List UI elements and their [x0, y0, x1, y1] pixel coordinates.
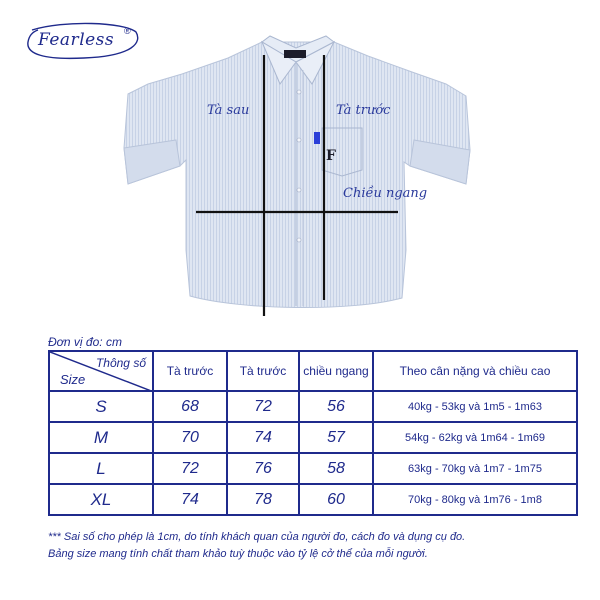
table-row	[49, 422, 577, 453]
chest-width-value: 56	[299, 391, 373, 422]
size-value: XL	[49, 484, 153, 515]
table-corner-cell	[49, 351, 153, 391]
weight-height-range: 63kg - 70kg và 1m7 - 1m75	[373, 453, 577, 484]
chest-width-value: 60	[299, 484, 373, 515]
table-row	[49, 391, 577, 422]
brand-name: Fearless	[38, 30, 115, 50]
back-length-value: 76	[227, 453, 299, 484]
weight-height-range: 70kg - 80kg và 1m76 - 1m8	[373, 484, 577, 515]
size-chart-table	[48, 350, 578, 516]
size-value: M	[49, 422, 153, 453]
brand-registered-mark: ®	[124, 26, 131, 36]
column-header-weight-height: Theo cân nặng và chiều cao	[373, 351, 577, 391]
svg-text:F: F	[326, 148, 336, 164]
weight-height-range: 54kg - 62kg và 1m64 - 1m69	[373, 422, 577, 453]
table-header-row	[49, 351, 577, 391]
corner-header-spec: Thông số	[95, 356, 146, 370]
front-length-label: Tà trước	[336, 103, 391, 118]
size-value: L	[49, 453, 153, 484]
front-length-value: 72	[153, 453, 227, 484]
weight-height-range: 40kg - 53kg và 1m5 - 1m63	[373, 391, 577, 422]
column-header-back-length: Tà trước	[227, 351, 299, 391]
note-line-reference: Bảng size mang tính chất tham khảo tuỳ thuộc vào tỷ lệ cở thể của mỗi người.	[48, 548, 428, 560]
front-length-value: 70	[153, 422, 227, 453]
table-row	[49, 453, 577, 484]
back-length-value: 74	[227, 422, 299, 453]
front-length-value: 68	[153, 391, 227, 422]
chest-width-value: 58	[299, 453, 373, 484]
size-note	[48, 529, 465, 563]
back-length-value: 72	[227, 391, 299, 422]
unit-label: Đơn vị đo: cm	[48, 335, 122, 349]
chest-width-label: Chiều ngang	[343, 186, 428, 201]
back-length-label: Tà sau	[207, 103, 250, 118]
column-header-chest-width: chiều ngang	[299, 351, 373, 391]
chest-width-value: 57	[299, 422, 373, 453]
table-row	[49, 484, 577, 515]
note-line-tolerance: *** Sai số cho phép là 1cm, do tính khách quan của người đo, cách đo và dụng cụ đo.	[48, 531, 466, 543]
column-header-front-length: Tà trước	[153, 351, 227, 391]
size-value: S	[49, 391, 153, 422]
back-length-value: 78	[227, 484, 299, 515]
front-length-value: 74	[153, 484, 227, 515]
corner-header-size: Size	[60, 372, 86, 387]
